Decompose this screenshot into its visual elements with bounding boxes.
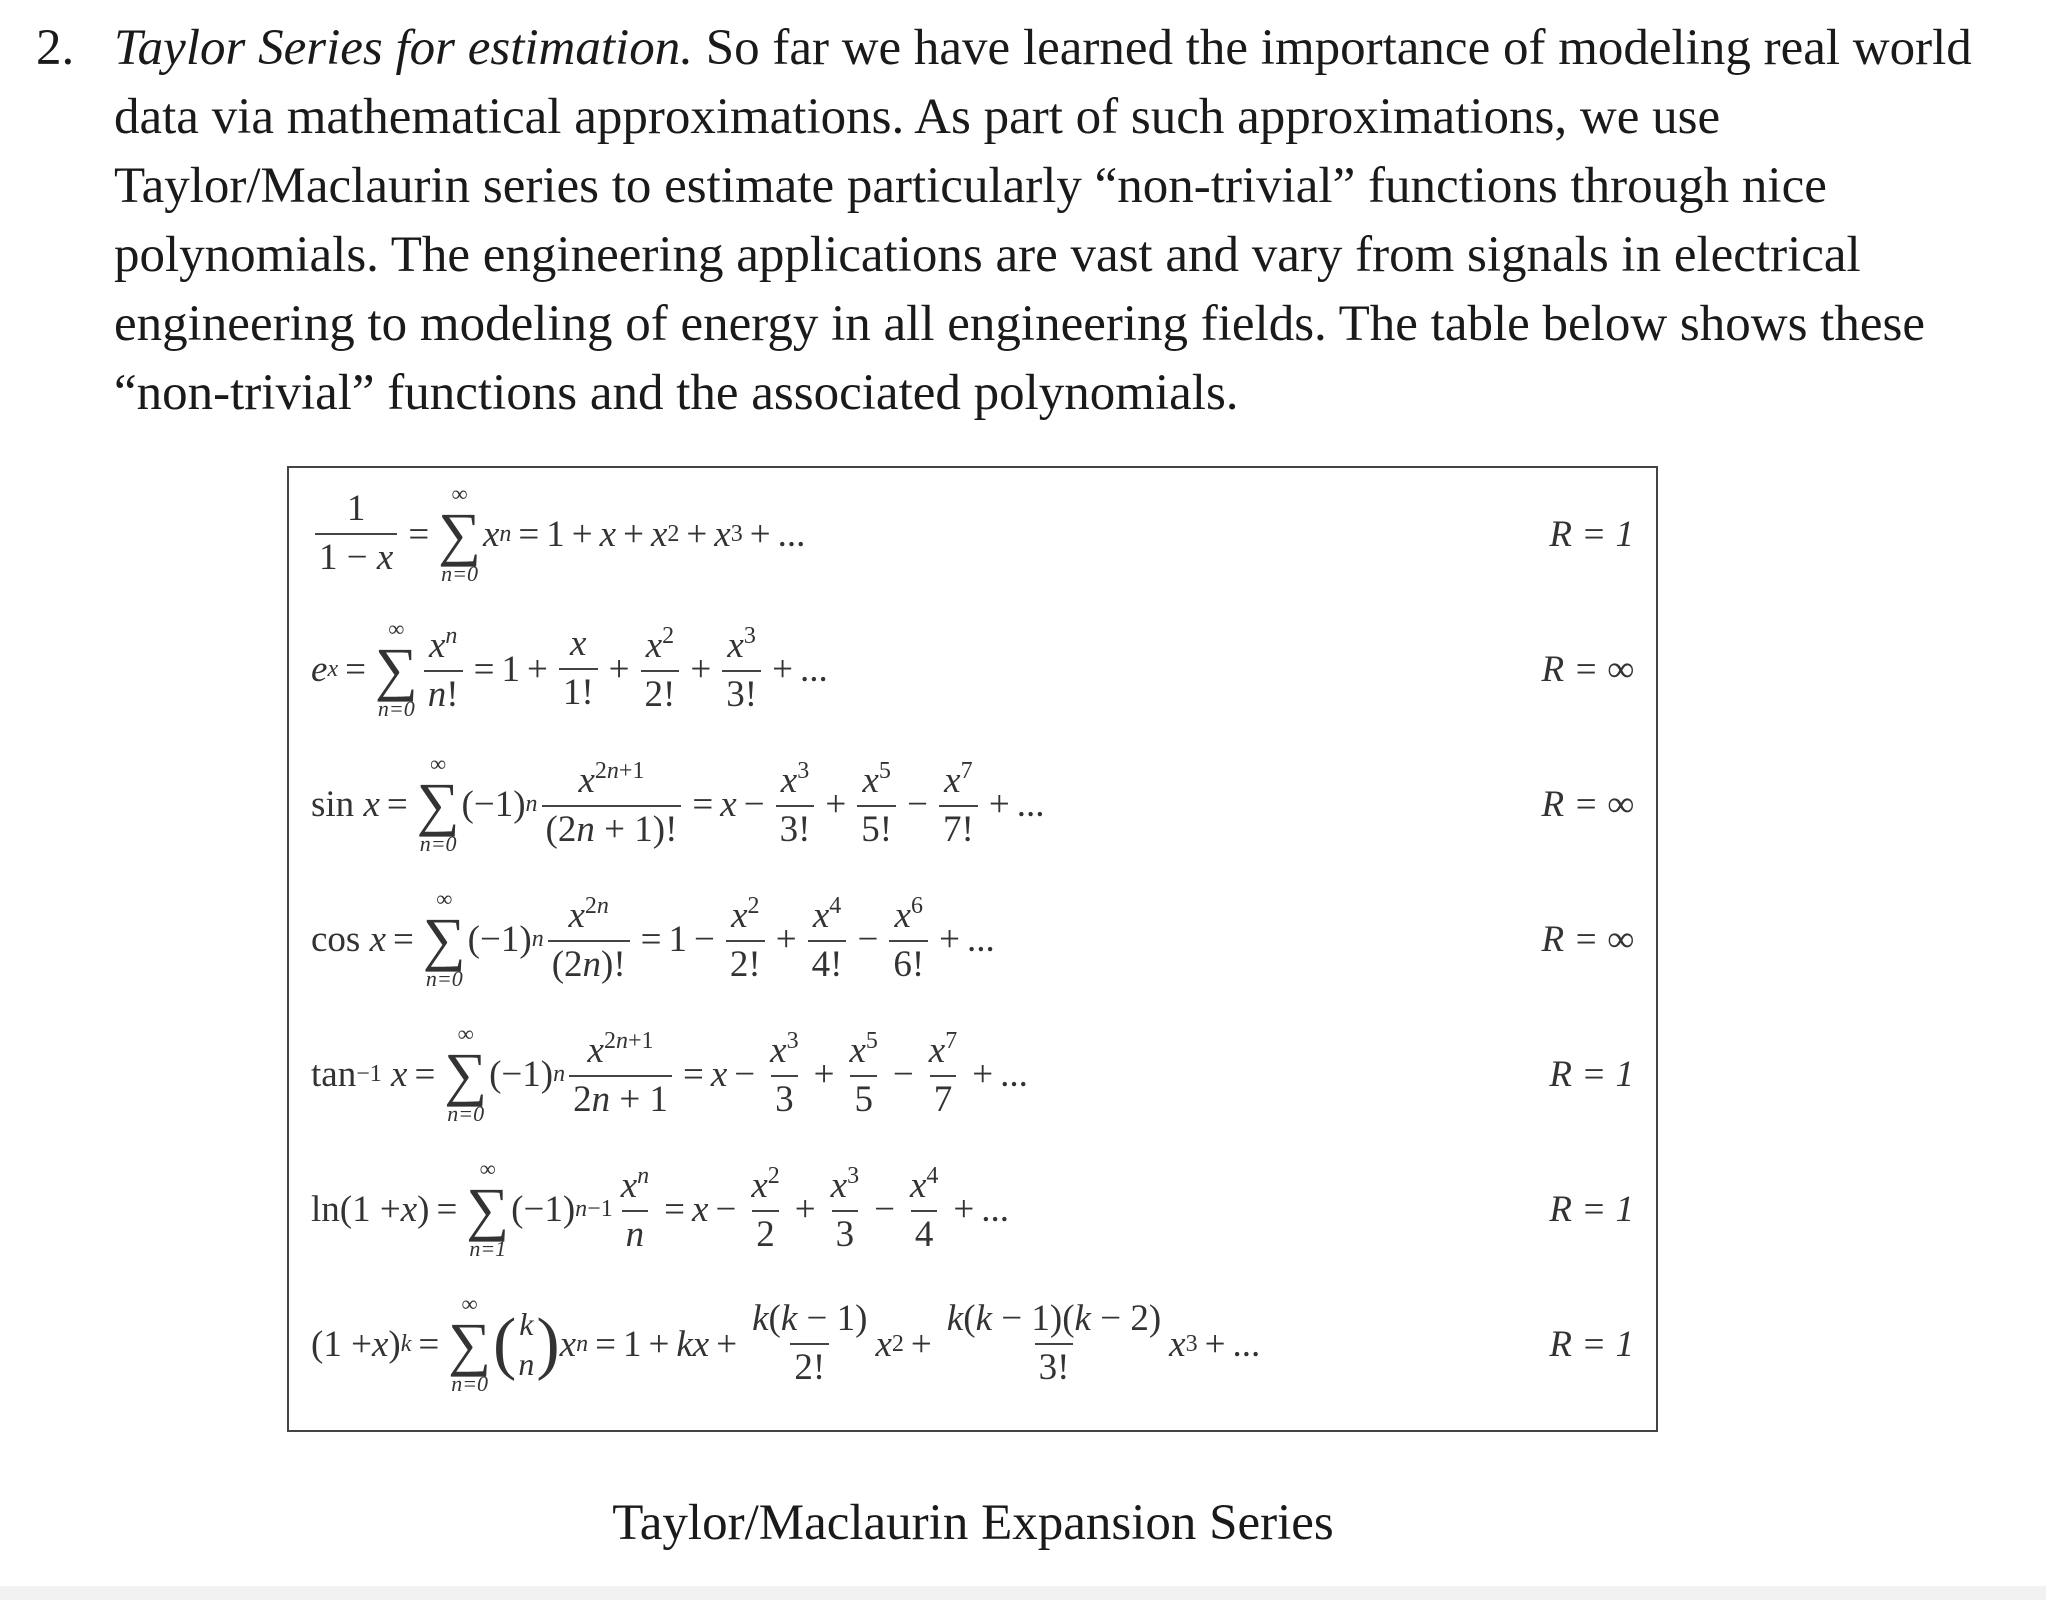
radius-exponential: R = ∞ [1541, 648, 1634, 690]
problem-statement [36, 14, 2026, 428]
formula-geometric: $\frac{1}{1 - x}$ = ∞ ∑ n=0 x n = 1 + x + x 2 + x 3 + ... [311, 474, 805, 594]
series-row-natural-log [311, 1149, 1634, 1269]
formula-cosine: cos x = ∞ ∑ n=0 (−1) n $\frac{x^{2n}}{(2n)!}$ = 1 − $\frac{x^2}{2!}$ + $\frac{x^4}{4!}$ − $\frac{x^6}{6!}$ + ... [311, 886, 995, 991]
radius-geometric: R = 1 [1549, 513, 1634, 555]
problem-body: So far we have learned the importance of modeling real world data via mathematical approximations. As part of such approximations, we use Taylor/Maclaurin series to estimate particularly “non-trivial” functions through nice polynomials. The engineering applications are vast and vary from signals in electrical engineering to modeling of energy in all engineering fields. The table below shows these “non-trivial” functions and the associated polynomials. [114, 20, 1972, 421]
formula-exponential: e x = ∞ ∑ n=0 $\frac{x^n}{n!}$ = 1 + $\frac{x}{1!}$ + $\frac{x^2}{2!}$ + $\frac{x^3}{3!}$ + ... [311, 616, 828, 721]
page-bottom-edge [0, 1586, 2046, 1600]
radius-cosine: R = ∞ [1541, 918, 1634, 960]
series-table [287, 466, 1658, 1432]
formula-binomial: (1 + x ) k = ∞ ∑ n=0 ( k n ) x n = 1 + kx + $\frac{k(k - 1)}{2!}$ x 2 + $\frac{k(k - 1)(k - 2)}{3!}$ x 3 + ... [311, 1291, 1261, 1396]
formula-arctangent: tan −1 x = ∞ ∑ n=0 (−1) n $\frac{x^{2n+1}}{2n + 1}$ = x − $\frac{x^3}{3}$ + $\frac{x^5}{5}$ − $\frac{x^7}{7}$ + ... [311, 1021, 1028, 1126]
series-row-arctangent [311, 1014, 1634, 1134]
radius-arctangent: R = 1 [1549, 1053, 1634, 1095]
series-row-cosine [311, 879, 1634, 999]
radius-sine: R = ∞ [1541, 783, 1634, 825]
problem-text [114, 14, 2026, 428]
series-row-geometric [311, 474, 1634, 594]
series-row-binomial [311, 1284, 1634, 1404]
problem-heading: Taylor Series for estimation. [114, 20, 693, 76]
radius-natural-log: R = 1 [1549, 1188, 1634, 1230]
table-caption: Taylor/Maclaurin Expansion Series [612, 1495, 1334, 1551]
problem-number: 2. [36, 20, 75, 76]
formula-natural-log: ln(1 + x ) = ∞ ∑ n=1 (−1) n−1 $\frac{x^n}{n}$ = x − $\frac{x^2}{2}$ + $\frac{x^3}{3}$ − $\frac{x^4}{4}$ + ... [311, 1156, 1010, 1261]
formula-sine: sin x = ∞ ∑ n=0 (−1) n $\frac{x^{2n+1}}{(2n + 1)!}$ = x − $\frac{x^3}{3!}$ + $\frac{x^5}{5!}$ − $\frac{x^7}{7!}$ + ... [311, 751, 1045, 856]
radius-binomial: R = 1 [1549, 1323, 1634, 1365]
series-row-sine [311, 744, 1634, 864]
series-row-exponential [311, 609, 1634, 729]
